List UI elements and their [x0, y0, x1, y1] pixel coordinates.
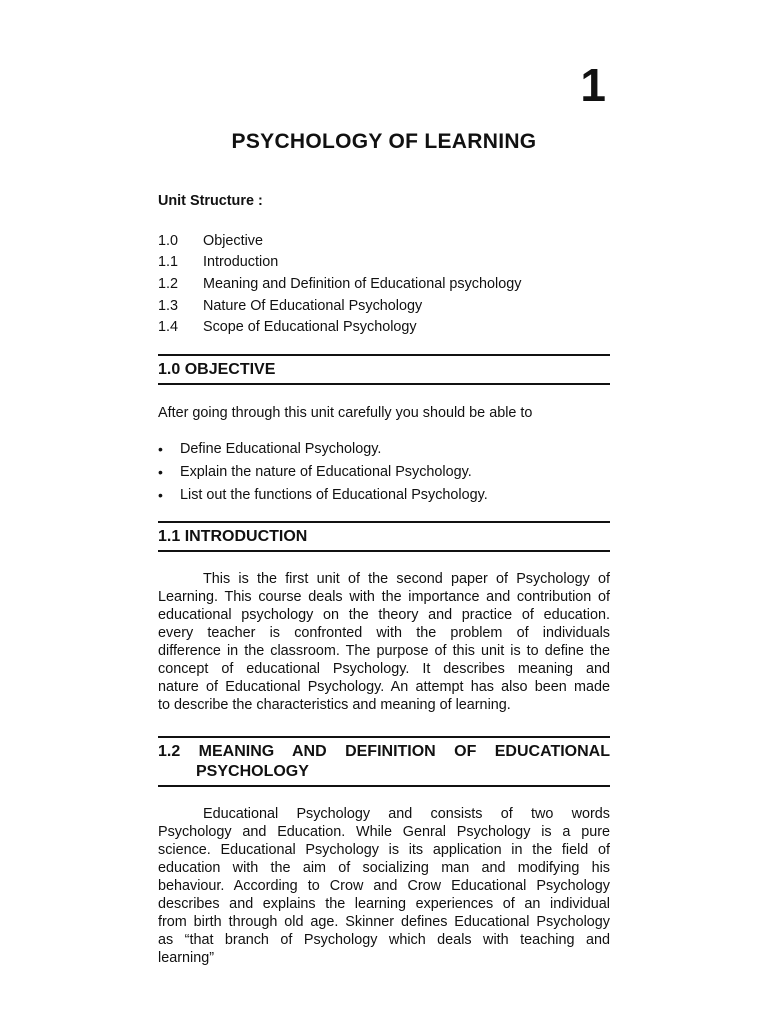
bullet-item [158, 484, 610, 507]
toc-text: Introduction [203, 254, 279, 271]
paragraph-line: This is the first unit of the second paper of Psychology of [203, 570, 610, 587]
bullet-icon: • [158, 487, 163, 504]
meaning-paragraph [158, 805, 610, 967]
paragraph-line: every teacher is confronted with the problem of individuals [158, 624, 610, 641]
paragraph-line: education with the aim of socializing man and modifying his [158, 859, 610, 876]
bullet-text: Explain the nature of Educational Psychology. [180, 464, 472, 481]
objective-intro: After going through this unit carefully you should be able to [158, 404, 533, 421]
objective-bullets [158, 438, 610, 507]
paragraph-line: educational psychology on the theory and practice of education. [158, 606, 610, 623]
paragraph-line: describes and explains the learning experiences of an individual [158, 895, 610, 912]
toc-number: 1.0 [158, 232, 179, 249]
bullet-text: Define Educational Psychology. [180, 441, 382, 458]
paragraph-line: to describe the characteristics and meaning of learning. [158, 696, 511, 713]
toc-item [158, 230, 610, 252]
paragraph-line: Psychology and Education. While Genral Psychology is a pure [158, 823, 610, 840]
toc-number: 1.3 [158, 297, 179, 314]
toc-item [158, 252, 610, 274]
paragraph-line: Educational Psychology and consists of two words [203, 805, 610, 822]
toc-item [158, 316, 610, 338]
paragraph-line: concept of educational Psychology. It describes meaning and [158, 660, 610, 677]
paragraph-line: difference in the classroom. The purpose of this unit is to define the [158, 642, 610, 659]
paragraph-line: Learning. This course deals with the importance and contribution of [158, 588, 610, 605]
unit-structure-list [158, 230, 610, 338]
toc-text: Nature Of Educational Psychology [203, 297, 423, 314]
toc-number: 1.1 [158, 254, 179, 271]
paragraph-line: as “that branch of Psychology which deals with teaching and [158, 931, 610, 948]
page-content [158, 192, 610, 967]
bullet-icon: • [158, 441, 163, 458]
objective-heading: 1.0 OBJECTIVE [158, 354, 610, 385]
chapter-title: PSYCHOLOGY OF LEARNING [231, 130, 537, 153]
toc-number: 1.2 [158, 275, 179, 292]
unit-structure-label: Unit Structure : [158, 193, 263, 209]
heading-line: 1.2 MEANING AND DEFINITION OF EDUCATIONAL [158, 742, 610, 760]
chapter-number: 1 [580, 59, 606, 111]
toc-item [158, 273, 610, 295]
heading-line: PSYCHOLOGY [196, 762, 309, 780]
meaning-heading [158, 736, 610, 787]
bullet-text: List out the functions of Educational Psychology. [180, 487, 488, 504]
paragraph-line: behaviour. According to Crow and Crow Educational Psychology [158, 877, 610, 894]
toc-text: Meaning and Definition of Educational psychology [203, 275, 522, 292]
introduction-heading: 1.1 INTRODUCTION [158, 521, 610, 552]
bullet-item [158, 438, 610, 461]
bullet-item [158, 461, 610, 484]
introduction-paragraph [158, 570, 610, 714]
bullet-icon: • [158, 464, 163, 481]
paragraph-line: from birth through old age. Skinner defines Educational Psychology [158, 913, 610, 930]
toc-text: Scope of Educational Psychology [203, 319, 417, 336]
paragraph-line: science. Educational Psychology is its application in the field of [158, 841, 610, 858]
paragraph-line: learning” [158, 949, 214, 966]
toc-text: Objective [203, 232, 263, 249]
toc-item [158, 295, 610, 317]
paragraph-line: nature of Educational Psychology. An attempt has also been made [158, 678, 610, 695]
toc-number: 1.4 [158, 319, 179, 336]
